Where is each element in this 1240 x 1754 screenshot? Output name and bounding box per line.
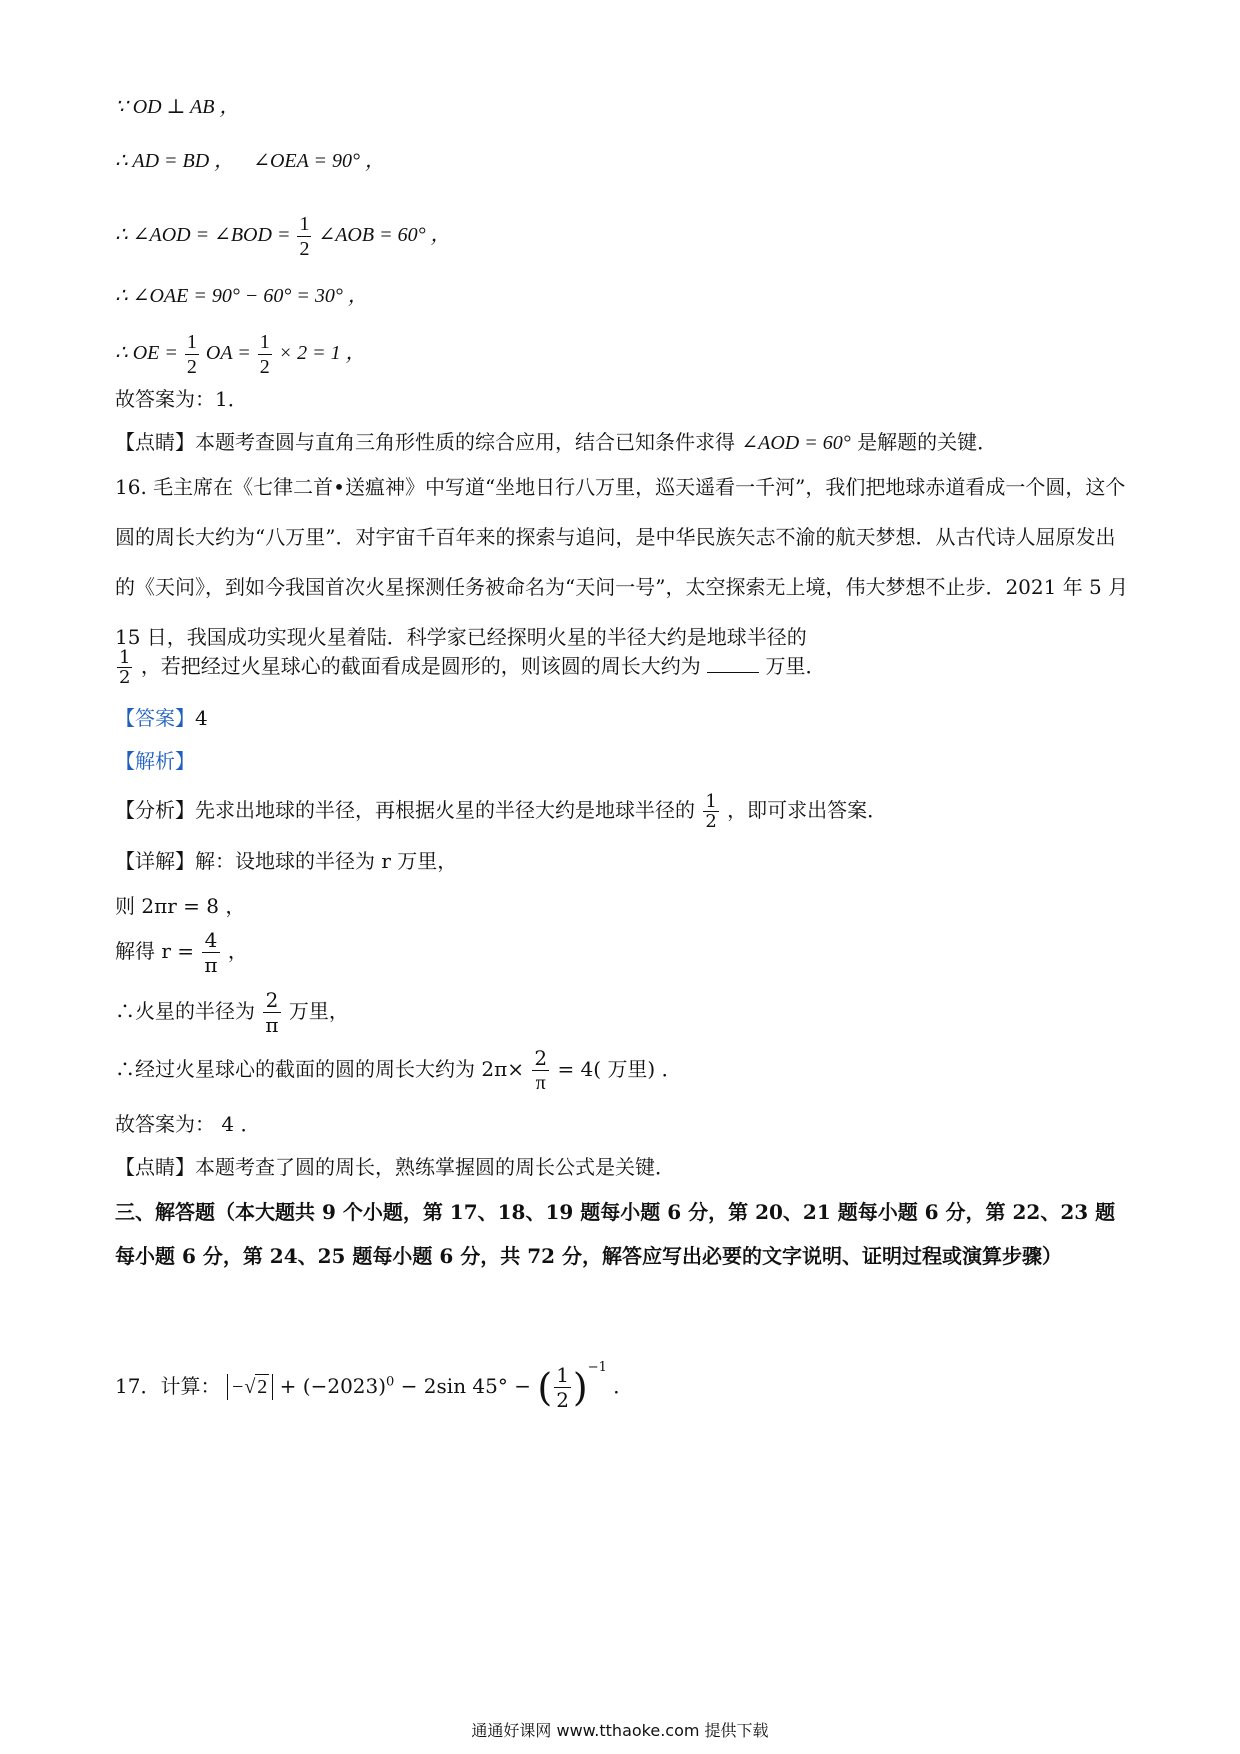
absolute-value: −√ 2 — [227, 1374, 273, 1400]
sqrt-radicand: 2 — [257, 1376, 268, 1398]
solve-r-line — [115, 928, 248, 977]
xiangjie-line: 【详解】解：设地球的半径为 r 万里， — [115, 849, 458, 873]
analysis-tag: 【解析】 — [115, 749, 195, 773]
fenxi-text-end: ，即可求出答案． — [727, 798, 888, 822]
answer-row — [115, 703, 208, 733]
dianjing-line — [115, 427, 997, 458]
circumference-result: = 4( 万里) ． — [557, 1057, 682, 1081]
fraction-two-over-pi: $\frac{2}{\pi}$ — [265, 988, 279, 1037]
proof-line-3a: ∴ ∠AOD = ∠BOD = — [115, 224, 291, 247]
power-term: $(-2023)^0$ — [302, 1374, 395, 1398]
answer-line: 故答案为：1． — [115, 387, 248, 411]
fenxi-line — [115, 792, 887, 831]
proof-line-5a: ∴ OE = — [115, 342, 178, 365]
question-16-continuation: ，若把经过火星球心的截面看成是圆形的，则该圆的周长大约为 — [140, 654, 701, 678]
fraction-one-half: $\frac{1}{2}$ — [556, 1363, 569, 1412]
mars-radius-unit: 万里， — [288, 999, 349, 1023]
plus-sign: + — [279, 1374, 297, 1398]
fraction-two-over-pi-italic: $\frac{2}{\pi}$ — [534, 1046, 548, 1094]
section-3-heading: 三、解答题（本大题共 9 个小题，第 17、18、19 题每小题 6 分，第 20、21 题每小题 6 分，第 22、23 题每小题 6 分，第 24、25 题每小题 6 分，共 72 分，解答应写出必要的文字说明、证明过程或演算步骤） — [115, 1200, 1116, 1268]
proof-line-2 — [115, 146, 385, 176]
fenxi-text: 【分析】先求出地球的半径，再根据火星的半径大约是地球半径的 — [115, 798, 695, 822]
fraction-one-half: $\frac{1}{2}$ — [259, 331, 270, 378]
proof-line-4: ∴ ∠OAE = 90° − 60° = 30° ， — [115, 285, 368, 307]
answer-tag: 【答案】 — [115, 706, 195, 730]
solve-r-end: ， — [227, 939, 248, 963]
question-16-line-5 — [115, 648, 826, 687]
question-17-label: 17．计算： — [115, 1374, 221, 1398]
question-17-end: ． — [613, 1374, 634, 1398]
dianjing-text: 【点睛】本题考查圆与直角三角形性质的综合应用，结合已知条件求得 — [115, 430, 735, 454]
dianjing-math: ∠AOD = 60° — [741, 432, 851, 454]
question-16-text: 16. 毛主席在《七律二首•送瘟神》中写道“坐地日行八万里，巡天遥看一千河”，我们把地球赤道看成一个圆，这个圆的周长大约为“八万里”．对宇宙千百年来的探索与追问，是中华民族矢志不渝的航天梦想．从古代诗人屈原发出的《天问》，到如今我国首次火星探测任务被命名为“天问一号”，太空探索无上境，伟大梦想不止步．2021 年 5 月 15 日，我国成功实现火星着陆．科学家已经探明火星的半径大约是地球半径的 — [115, 475, 1129, 649]
proof-line-1: ∵ OD ⊥ AB ， — [115, 96, 240, 118]
mars-radius-text: ∴火星的半径为 — [115, 999, 255, 1023]
question-17-line — [115, 1345, 633, 1412]
question-16-unit: 万里． — [765, 654, 826, 678]
circumference-line — [115, 1046, 682, 1095]
equation-2pi-r: 则 2πr = 8 ， — [115, 894, 246, 918]
proof-line-5c: × 2 = 1 ， — [278, 342, 366, 365]
answer-blank — [707, 654, 759, 673]
fraction-one-half: $\frac{1}{2}$ — [299, 213, 310, 260]
proof-line-5 — [115, 330, 366, 379]
footer-watermark: 通通好课网 www.tthaoke.com 提供下载 — [471, 1721, 769, 1740]
answer-value: 4 — [195, 706, 208, 730]
proof-line-2a: ∴ AD = BD ， — [115, 150, 235, 172]
fraction-four-over-pi: $\frac{4}{\pi}$ — [204, 928, 218, 977]
dianjing-16-line: 【点睛】本题考查了圆的周长，熟练掌握圆的周长公式是关键． — [115, 1155, 675, 1179]
circumference-text: ∴经过火星球心的截面的圆的周长大约为 2π× — [115, 1057, 524, 1081]
reciprocal-term: ( $\frac{1}{2}$ )$^{-1}$ — [537, 1360, 607, 1412]
dianjing-text-end: 是解题的关键． — [857, 430, 998, 454]
proof-line-3 — [115, 212, 451, 261]
sin-term: − 2sin 45° − — [400, 1374, 531, 1398]
proof-line-5b: OA = — [205, 342, 251, 365]
proof-line-2b: ∠OEA = 90° ， — [253, 150, 385, 172]
mars-radius-line — [115, 988, 349, 1037]
fraction-one-half: $\frac{1}{2}$ — [119, 647, 131, 688]
fraction-one-half: $\frac{1}{2}$ — [705, 791, 717, 832]
final-answer-line: 故答案为： 4 ． — [115, 1112, 261, 1136]
proof-line-3b: ∠AOB = 60° ， — [318, 224, 451, 247]
fraction-one-half: $\frac{1}{2}$ — [186, 331, 197, 378]
solve-r-text: 解得 r = — [115, 939, 195, 963]
